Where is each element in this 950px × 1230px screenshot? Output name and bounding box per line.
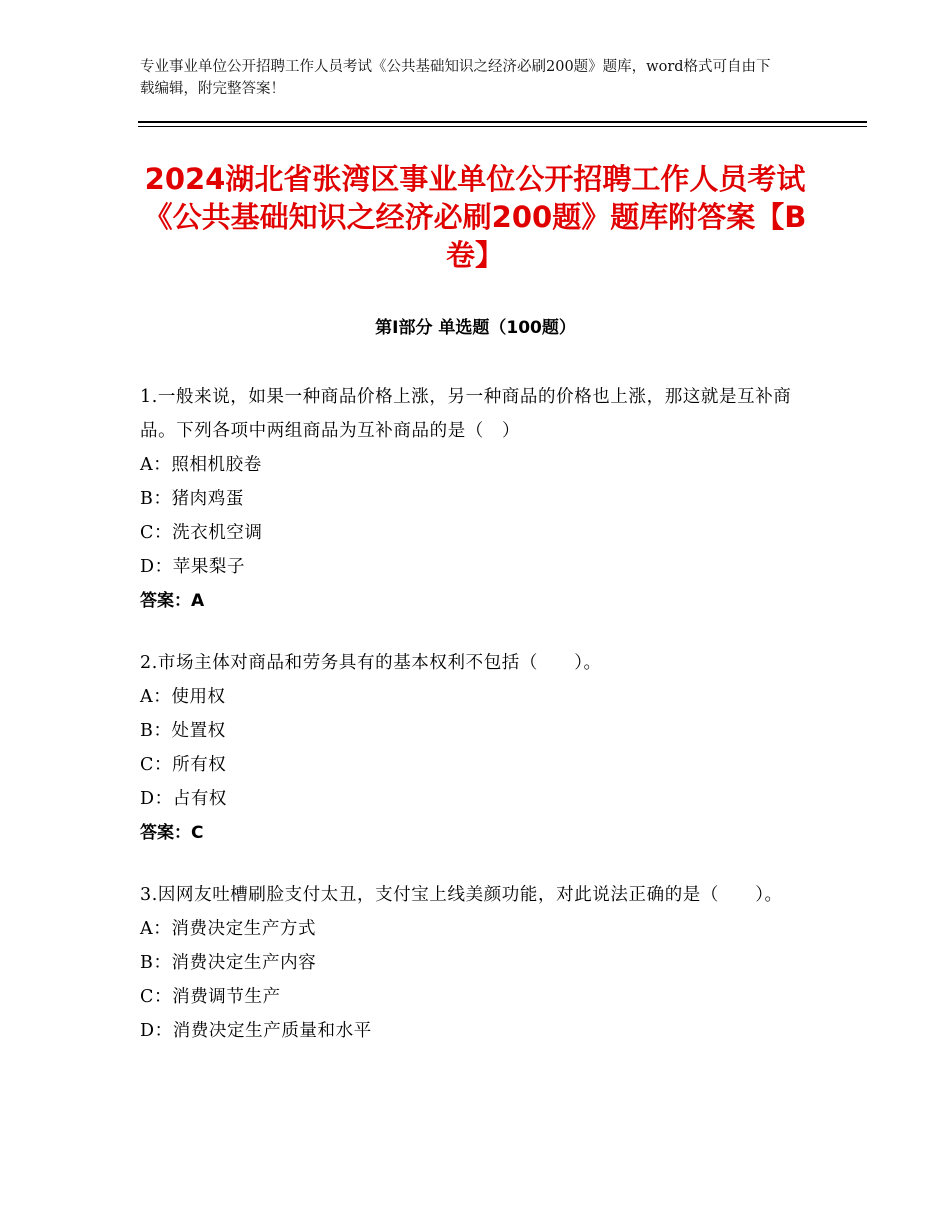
option-c: C：洗衣机空调: [140, 523, 263, 543]
question-3: [140, 878, 810, 1048]
option-c: C：消费调节生产: [140, 987, 281, 1007]
option-d: D：占有权: [140, 789, 228, 809]
question-text: 3.因网友吐槽刷脸支付太丑，支付宝上线美颜功能，对此说法正确的是（ ）。: [140, 885, 783, 905]
question-text: 2.市场主体对商品和劳务具有的基本权利不包括（ ）。: [140, 653, 602, 673]
answer: 答案：A: [140, 591, 205, 611]
option-c: C：所有权: [140, 755, 227, 775]
option-b: B：猪肉鸡蛋: [140, 489, 244, 509]
option-a: A：使用权: [140, 687, 226, 707]
question-text: 1.一般来说，如果一种商品价格上涨，另一种商品的价格也上涨，那这就是互补商品。下列各项中两组商品为互补商品的是（ ）: [140, 387, 792, 441]
answer: 答案：C: [140, 823, 204, 843]
option-a: A：消费决定生产方式: [140, 919, 317, 939]
document-title: 2024湖北省张湾区事业单位公开招聘工作人员考试《公共基础知识之经济必刷200题》题库附答案【B卷】: [143, 162, 807, 272]
option-d: D：苹果梨子: [140, 557, 246, 577]
option-a: A：照相机胶卷: [140, 455, 262, 475]
option-b: B：消费决定生产内容: [140, 953, 317, 973]
question-1: [140, 380, 810, 618]
question-2: [140, 646, 810, 850]
option-d: D：消费决定生产质量和水平: [140, 1021, 372, 1041]
section-title: 第Ⅰ部分 单选题（100题）: [375, 318, 576, 338]
header-divider-thick: [138, 121, 867, 123]
question-list: [140, 380, 810, 1076]
header-note: 专业事业单位公开招聘工作人员考试《公共基础知识之经济必刷200题》题库，word格式可自由下载编辑，附完整答案！: [140, 59, 771, 97]
header-divider-thin: [138, 126, 867, 127]
option-b: B：处置权: [140, 721, 226, 741]
